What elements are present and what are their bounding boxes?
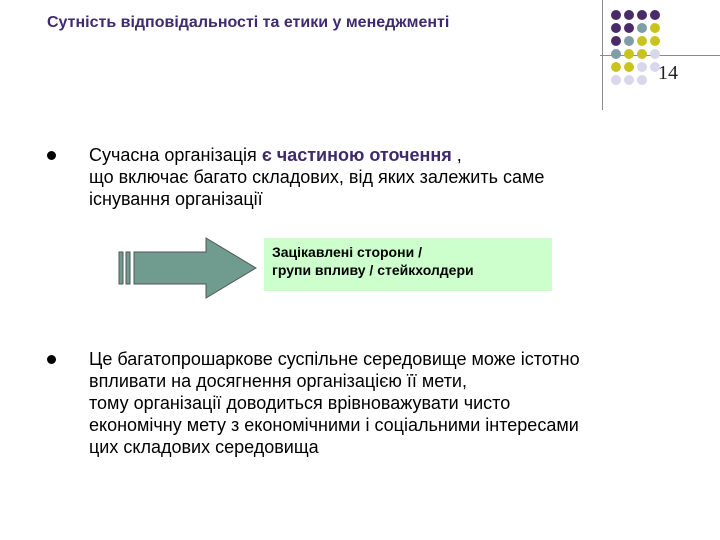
decorative-dot [637, 75, 647, 85]
bullet-2-line-4: економічну мету з економічними і соціальними інтересами [89, 415, 579, 435]
emphasis-text: є частиною оточення [261, 145, 452, 165]
decorative-dot [637, 10, 647, 20]
bullet-marker [47, 151, 56, 160]
stakeholders-callout [264, 238, 552, 291]
decorative-dot [611, 10, 621, 20]
arrow-body [134, 238, 256, 298]
callout-line-2: групи впливу / стейкхолдери [272, 262, 474, 278]
callout-line-1: Зацікавлені сторони / [272, 244, 422, 260]
decorative-dot [650, 23, 660, 33]
decorative-dot [650, 10, 660, 20]
decorative-dot [611, 49, 621, 59]
arrow-tail-stripe-2 [126, 252, 130, 284]
bullet-2-line-5: цих складових середовища [89, 437, 319, 457]
decorative-dot [637, 36, 647, 46]
bullet-paragraph-1 [89, 144, 709, 210]
bullet-1-line-3: існування організації [89, 189, 263, 209]
decorative-dot [624, 49, 634, 59]
decorative-dot [611, 23, 621, 33]
bullet-paragraph-2 [89, 348, 709, 458]
block-arrow-icon [118, 237, 258, 299]
decorative-dot [624, 75, 634, 85]
bullet-1-line-1: Сучасна організація є частиною оточення , [89, 145, 462, 165]
decorative-dot [624, 62, 634, 72]
decorative-dot [624, 23, 634, 33]
decorative-dot [611, 36, 621, 46]
slide-title: Сутність відповідальності та етики у менеджменті [47, 14, 450, 31]
decorative-dot [637, 62, 647, 72]
slide-number: 14 [658, 62, 678, 84]
bullet-2-line-1: Це багатопрошаркове суспільне середовище може істотно [89, 349, 580, 369]
decorative-dot [650, 36, 660, 46]
bullet-2-line-2: впливати на досягнення організацією її мети, [89, 371, 467, 391]
decorative-dot [624, 36, 634, 46]
decorative-dot [624, 10, 634, 20]
decorative-dot [637, 23, 647, 33]
arrow-tail-stripe-1 [119, 252, 123, 284]
bullet-2-line-3: тому організації доводиться врівноважувати чисто [89, 393, 511, 413]
bullet-1-line-2: що включає багато складових, від яких залежить саме [89, 167, 545, 187]
decorative-dot [611, 62, 621, 72]
decorative-dot [611, 75, 621, 85]
decorative-dot [637, 49, 647, 59]
bullet-marker [47, 355, 56, 364]
decorative-dot [650, 49, 660, 59]
